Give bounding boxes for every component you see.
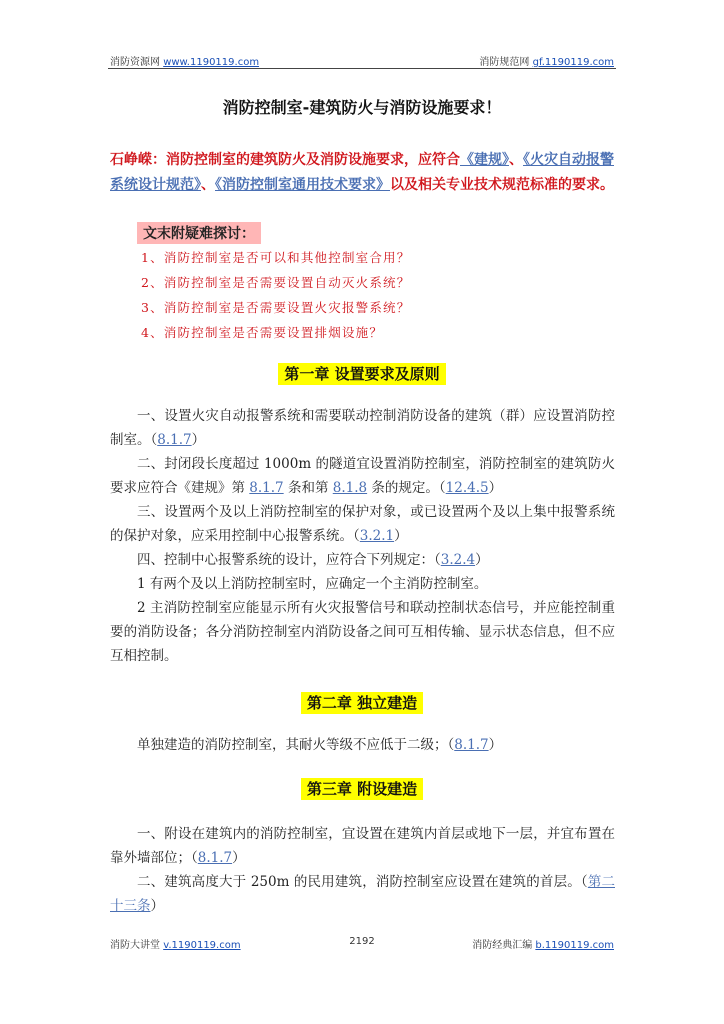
header-right [479,53,614,68]
ref-link-control-room-code[interactable]: 《消防控制室通用技术要求》 [215,177,390,193]
footer-right [472,936,614,951]
question-item: 1、消防控制室是否可以和其他控制室合用？ [141,250,411,265]
header-left-label: 消防资源网 [110,57,160,68]
chapter-title-2: 第二章 独立建造 [301,692,423,714]
paragraph-text: 三、设置两个及以上消防控制室的保护对象，或已设置两个及以上集中报警系统的保护对象，应采用控制中心报警系统。（ [110,504,615,544]
paragraph-text: ） [232,850,246,866]
paragraph-text: 二、建筑高度大于 250m 的民用建筑，消防控制室应设置在建筑的首层。（ [137,874,588,890]
paragraph-text: 四、控制中心报警系统的设计，应符合下列规定：（ [137,552,441,568]
header-right-label: 消防规范网 [479,57,530,68]
page-number: 2192 [349,936,375,947]
clause-ref-link[interactable]: 3.2.4 [440,552,476,568]
paragraph-text: 一、附设在建筑内的消防控制室，宜设置在建筑内首层或地下一层，并宜布置在靠外墙部位；（ [110,826,615,866]
paragraph-2-1 [110,733,615,757]
paragraph-1-5: 1 有两个及以上消防控制室时，应确定一个主消防控制室。 [137,576,488,592]
paragraph-3-2 [110,870,615,918]
clause-ref-link[interactable]: 第二十三条 [110,874,615,914]
clause-ref-link[interactable]: 12.4.5 [445,480,489,496]
footer-left-link[interactable]: v.1190119.com [163,940,241,951]
footer-right-link[interactable]: b.1190119.com [535,940,614,951]
intro-text-4: 以及相关专业技术规范标准的要求。 [390,177,614,193]
clause-ref-link[interactable]: 8.1.8 [332,480,368,496]
question-item: 2、消防控制室是否需要设置自动灭火系统？ [141,275,411,290]
footer-right-label: 消防经典汇编 [472,940,533,951]
clause-ref-link[interactable]: 8.1.7 [157,432,192,448]
paragraph-text: 一、设置火灾自动报警系统和需要联动控制消防设备的建筑（群）应设置消防控制室。（ [110,408,615,448]
paragraph-text: ） [488,480,503,496]
footer-left-label: 消防大讲堂 [110,940,160,951]
header-left-link[interactable]: www.1190119.com [163,57,260,68]
question-item: 4、消防控制室是否需要设置排烟设施？ [141,325,384,340]
chapter-title-3: 第三章 附设建造 [301,778,423,800]
paragraph-text: ） [394,528,408,544]
clause-ref-link[interactable]: 3.2.1 [359,528,395,544]
paragraph-text: ） [150,898,164,914]
paragraph-text: 二、封闭段长度超过 1000m 的隧道宜设置消防控制室，消防控制室的建筑防火要求应符合《建规》第 [110,456,615,496]
intro-paragraph [110,148,620,198]
page-header [108,50,616,69]
paragraph-text: ） [191,432,206,448]
paragraph-text: 条和第 [283,480,333,496]
header-left [110,53,259,68]
question-item: 3、消防控制室是否需要设置火灾报警系统？ [141,300,411,315]
page-title: 消防控制室-建筑防火与消防设施要求！ [222,98,502,117]
clause-ref-link[interactable]: 8.1.7 [454,737,489,753]
qa-heading: 文末附疑难探讨： [137,222,261,244]
chapter-heading-2 [0,692,724,713]
paragraph-text: ） [475,552,489,568]
chapter-title-1: 第一章 设置要求及原则 [278,363,445,385]
paragraph-1-2 [110,452,615,500]
clause-ref-link[interactable]: 8.1.7 [249,480,284,496]
paragraph-1-6: 2 主消防控制室应能显示所有火灾报警信号和联动控制状态信号，并应能控制重要的消防设备；各分消防控制室内消防设备之间可互相传输、显示状态信息，但不应互相控制。 [110,600,615,664]
paragraph-1-3 [110,500,615,548]
paragraph-text: ） [488,737,503,753]
paragraph-text: 单独建造的消防控制室，其耐火等级不应低于二级；（ [137,737,455,753]
paragraph-1-1 [110,404,615,452]
ref-link-fire-alarm-code[interactable]: 《火灾自动报警系统设计规范》 [110,152,614,193]
paragraph-text: 条的规定。（ [367,480,446,496]
chapter-heading-3 [0,778,724,799]
paragraph-1-4 [110,548,615,572]
ref-link-jiangui[interactable]: 《建规》 [460,152,509,168]
intro-text-2: 、 [509,152,523,168]
header-right-link[interactable]: gf.1190119.com [532,57,614,68]
intro-text-3: 、 [201,177,215,193]
clause-ref-link[interactable]: 8.1.7 [197,850,233,866]
intro-text-1: 石峥嵘：消防控制室的建筑防火及消防设施要求，应符合 [110,152,460,168]
paragraph-3-1 [110,822,615,870]
chapter-heading-1 [0,363,724,384]
